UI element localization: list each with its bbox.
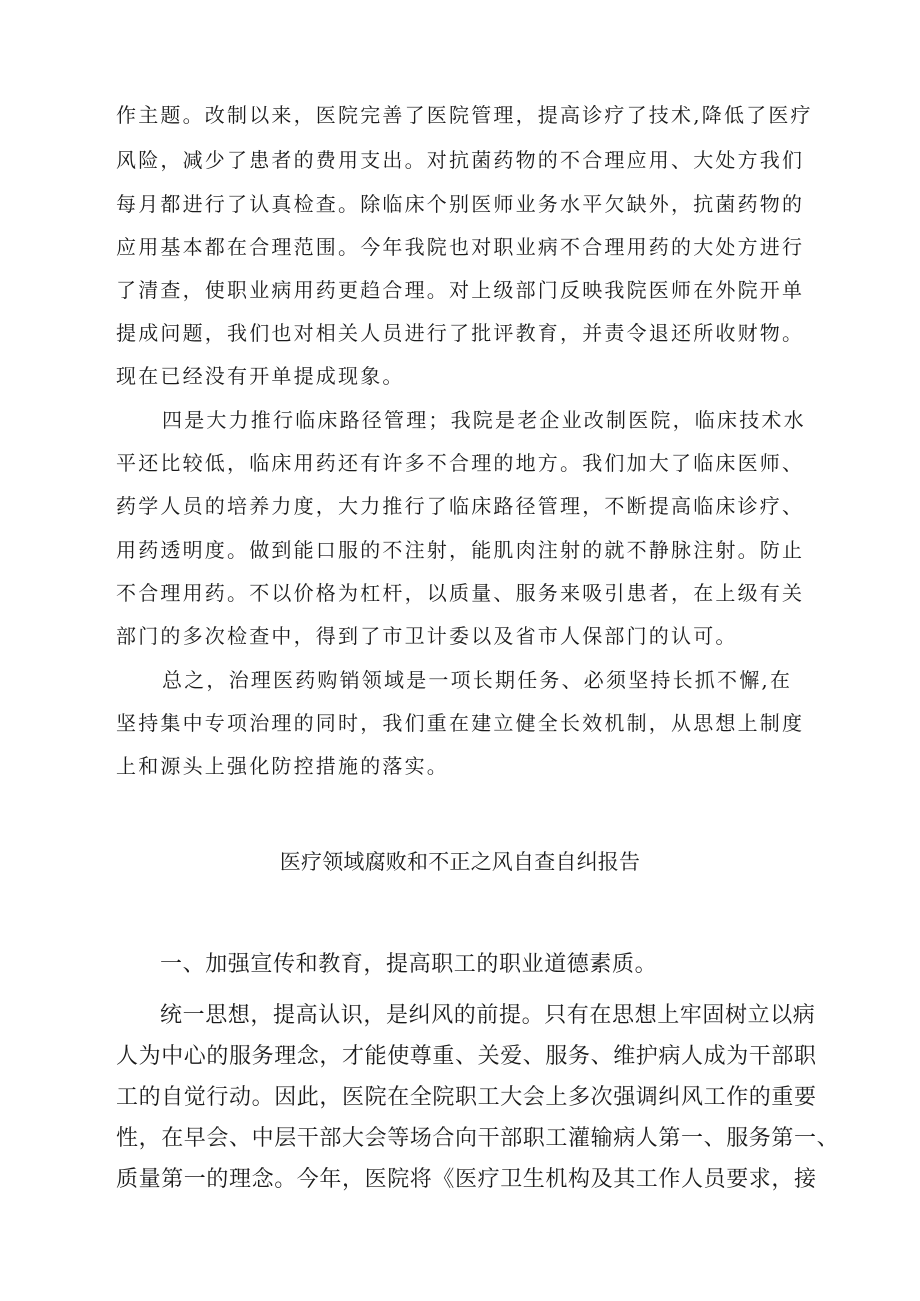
paragraph-line: 人为中心的服务理念，才能使尊重、关爱、服务、维护病人成为干部职: [116, 1044, 817, 1069]
paragraph-line: 不合理用药。不以价格为杠杆，以质量、服务来吸引患者，在上级有关: [116, 581, 805, 605]
paragraph-line: 应用基本都在合理范围。今年我院也对职业病不合理用药的大处方进行: [116, 235, 805, 259]
paragraph-line: 风险，减少了患者的费用支出。对抗菌药物的不合理应用、大处方我们: [116, 148, 805, 172]
paragraph-line: 总之，治理医药购销领域是一项长期任务、必须坚持长抓不懈,在: [162, 668, 793, 692]
paragraph-line: 每月都进行了认真检查。除临床个别医师业务水平欠缺外，抗菌药物的: [116, 192, 805, 216]
paragraph-line: 提成问题，我们也对相关人员进行了批评教育，并责令退还所收财物。: [116, 321, 805, 345]
paragraph-line: 作主题。改制以来，医院完善了医院管理，提高诊疗了技术,降低了医疗: [116, 103, 813, 127]
paragraph-line: 平还比较低，临床用药还有许多不合理的地方。我们加大了临床医师、: [116, 451, 805, 475]
paragraph-line: 了清查，使职业病用药更趋合理。对上级部门反映我院医师在外院开单: [116, 278, 805, 302]
paragraph-line: 现在已经没有开单提成现象。: [116, 364, 405, 388]
paragraph-line: 性，在早会、中层干部大会等场合向干部职工灌输病人第一、服务第一、: [116, 1126, 840, 1151]
paragraph-line: 工的自觉行动。因此，医院在全院职工大会上多次强调纠风工作的重要: [116, 1085, 817, 1110]
report-title: 医疗领域腐败和不正之风自查自纠报告: [279, 850, 641, 874]
section-heading: 一、加强宣传和教育，提高职工的职业道德素质。: [160, 952, 658, 977]
paragraph-line: 四是大力推行临床路径管理；我院是老企业改制医院，临床技术水: [162, 408, 806, 432]
paragraph-line: 质量第一的理念。今年，医院将《医疗卫生机构及其工作人员要求，接: [116, 1167, 817, 1192]
paragraph-line: 上和源头上强化防控措施的落实。: [116, 754, 449, 778]
paragraph-line: 统一思想，提高认识，是纠风的前提。只有在思想上牢固树立以病: [160, 1003, 816, 1028]
paragraph-line: 部门的多次检查中，得到了市卫计委以及省市人保部门的认可。: [116, 624, 738, 648]
paragraph-line: 药学人员的培养力度，大力推行了临床路径管理，不断提高临床诊疗、: [116, 494, 805, 518]
paragraph-line: 坚持集中专项治理的同时，我们重在建立健全长效机制，从思想上制度: [116, 711, 805, 735]
paragraph-line: 用药透明度。做到能口服的不注射，能肌肉注射的就不静脉注射。防止: [116, 538, 805, 562]
